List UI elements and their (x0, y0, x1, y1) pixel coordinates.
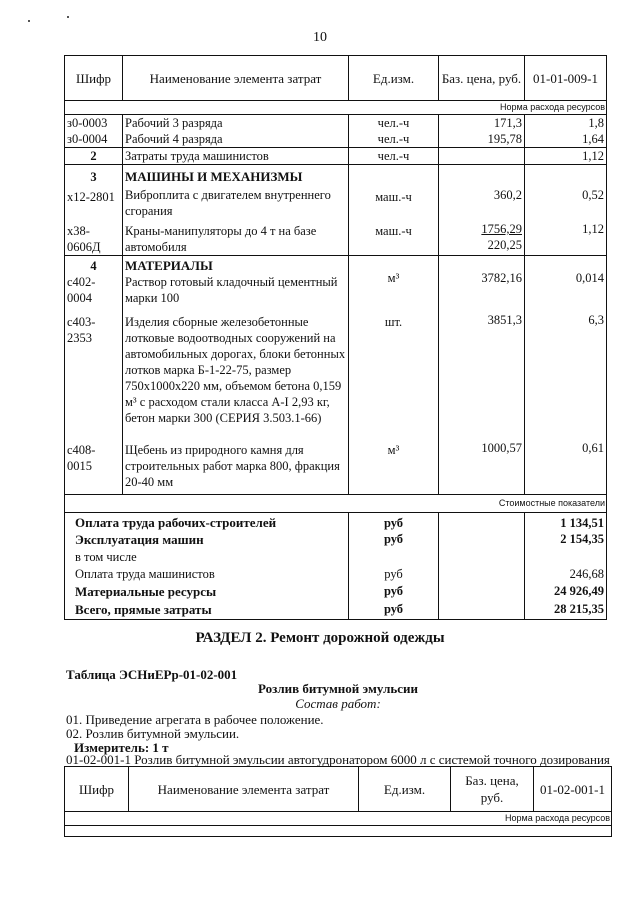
measure: Измеритель: 1 т (74, 740, 169, 755)
row-price: 3851,3 (439, 306, 525, 426)
cost-row (65, 531, 607, 549)
header-name: Наименование элемента затрат (129, 767, 359, 812)
section-code: 4 (90, 259, 97, 273)
row-qty: 0,014 (525, 256, 607, 307)
row-qty: 1,12 (525, 219, 607, 256)
row-code: х38-0606Д (65, 219, 123, 256)
table-header-row (65, 767, 612, 812)
row-qty: 0,61 (525, 426, 607, 495)
row-name: Щебень из природного камня для строительных работ марка 800, фракция 20-40 мм (123, 426, 349, 495)
cost-row (65, 565, 607, 583)
work-caption: Состав работ: (295, 696, 381, 711)
resource-table-2 (64, 766, 612, 837)
section-heading: РАЗДЕЛ 2. Ремонт дорожной одежды (195, 630, 445, 646)
cost-value: 28 215,35 (525, 601, 607, 620)
row-code: 2 (65, 148, 123, 165)
row-code: з0-0004 (65, 131, 123, 148)
row-code: х12-2801 (67, 190, 115, 204)
row-qty: 1,64 (525, 131, 607, 148)
cost-value: 2 154,35 (525, 531, 607, 549)
table-header-row (65, 56, 607, 101)
row-code: з0-0003 (65, 115, 123, 132)
row-code: с403-2353 (65, 306, 123, 426)
row-name: Краны-манипуляторы до 4 т на базе автомобиля (123, 219, 349, 256)
row-price: 3782,16 (439, 256, 525, 307)
cost-value: 246,68 (525, 565, 607, 583)
table-row (65, 219, 607, 256)
cost-unit: руб (349, 583, 439, 601)
cost-unit: руб (349, 531, 439, 549)
row-code: с402-0004 (67, 275, 96, 305)
cost-row (65, 583, 607, 601)
cost-label: в том числе (65, 549, 349, 565)
row-price: 195,78 (439, 131, 525, 148)
work-item: 01. Приведение агрегата в рабочее положение. (66, 712, 324, 727)
cost-label: Оплата труда рабочих-строителей (65, 513, 349, 532)
row-unit: шт. (349, 306, 439, 426)
section-title: МАТЕРИАЛЫ (125, 258, 213, 273)
header-price: Баз. цена, руб. (451, 767, 534, 812)
table-row (65, 256, 607, 307)
header-code: Шифр (65, 767, 129, 812)
row-price-machinist: 220,25 (487, 238, 522, 252)
row-qty: 1,12 (525, 148, 607, 165)
section-code: 3 (90, 170, 97, 184)
cost-caption: Стоимостные показатели (65, 495, 607, 513)
table-row (65, 165, 607, 220)
cost-row (65, 601, 607, 620)
header-code: Шифр (65, 56, 123, 101)
resource-table (64, 55, 607, 620)
norm-caption: Норма расхода ресурсов (65, 812, 612, 826)
cost-unit: руб (349, 565, 439, 583)
row-name: Виброплита с двигателем внутреннего сгорания (125, 188, 331, 218)
row-price: 1756,29 (481, 222, 522, 236)
row-qty: 0,52 (525, 165, 607, 220)
section-title: МАШИНЫ И МЕХАНИЗМЫ (125, 169, 303, 184)
row-unit: м³ (349, 426, 439, 495)
row-price: 171,3 (439, 115, 525, 132)
table-row (65, 426, 607, 495)
cost-row (65, 549, 607, 565)
code-line: 01-02-001-1 Розлив битумной эмульсии автогудронатором 6000 л с системой точного дозирования (66, 752, 610, 767)
header-norm-code: 01-01-009-1 (525, 56, 607, 101)
cost-label: Всего, прямые затраты (75, 602, 212, 617)
scan-speck (67, 16, 69, 18)
row-unit: м³ (349, 256, 439, 307)
row-unit: маш.-ч (349, 219, 439, 256)
cost-unit: руб (349, 601, 439, 620)
header-unit: Ед.изм. (359, 767, 451, 812)
table-row (65, 115, 607, 132)
row-qty: 6,3 (525, 306, 607, 426)
header-unit: Ед.изм. (349, 56, 439, 101)
cost-row (65, 513, 607, 532)
cost-unit: руб (349, 513, 439, 532)
table-row (65, 306, 607, 426)
page-number: 10 (313, 30, 327, 45)
table-title: Розлив битумной эмульсии (258, 681, 418, 696)
table-row (65, 148, 607, 165)
norm-caption: Норма расхода ресурсов (65, 101, 607, 115)
row-code: с408-0015 (65, 426, 123, 495)
table-row (65, 131, 607, 148)
row-unit: чел.-ч (349, 115, 439, 132)
row-qty: 1,8 (525, 115, 607, 132)
row-unit: чел.-ч (349, 148, 439, 165)
table-label: Таблица ЭСНиЕРр-01-02-001 (66, 667, 238, 682)
row-unit: чел.-ч (349, 131, 439, 148)
work-item: 02. Розлив битумной эмульсии. (66, 726, 240, 741)
row-name: Рабочий 3 разряда (123, 115, 349, 132)
cost-label: Материальные ресурсы (75, 584, 217, 599)
row-name: Рабочий 4 разряда (123, 131, 349, 148)
row-name: Раствор готовый кладочный цементный марки 100 (125, 275, 338, 305)
cost-label: Оплата труда машинистов (65, 565, 349, 583)
header-name: Наименование элемента затрат (123, 56, 349, 101)
row-price: 360,2 (439, 165, 525, 220)
cost-value: 24 926,49 (525, 583, 607, 601)
header-price: Баз. цена, руб. (439, 56, 525, 101)
row-name: Затраты труда машинистов (123, 148, 349, 165)
row-name: Изделия сборные железобетонные лотковые водоотводных сооружений на автомобильных дорогах, блоки бетонных лотков марка Б-1-22-75, размер 750х1000х220 мм, объемом бетона 0,159 м³ с расходом стали класса А-I 2,93 кг, бетон марки 300 (СЕРИЯ 3.503.1-66) (123, 306, 349, 426)
row-price: 1000,57 (439, 426, 525, 495)
cost-value: 1 134,51 (525, 513, 607, 532)
header-norm-code: 01-02-001-1 (534, 767, 612, 812)
row-unit: маш.-ч (349, 165, 439, 220)
scan-speck (28, 20, 30, 22)
cost-label: Эксплуатация машин (75, 532, 204, 547)
